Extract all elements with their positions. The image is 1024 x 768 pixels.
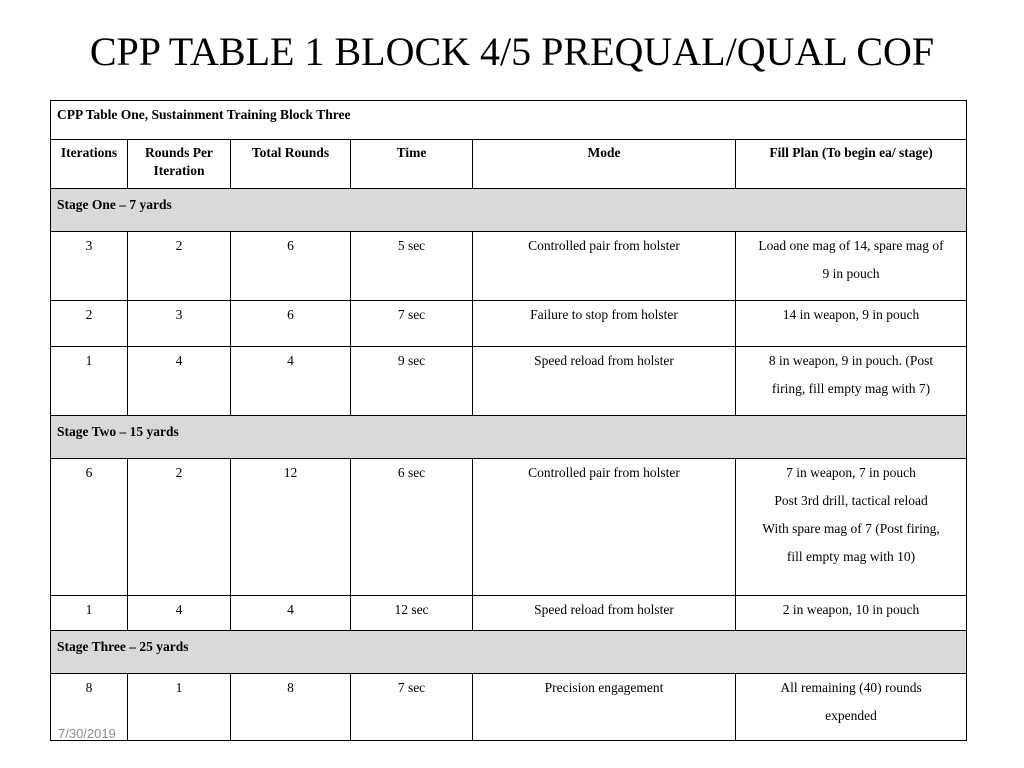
table-row <box>51 459 967 596</box>
cell-time: 6 sec <box>351 459 473 596</box>
cell-mode: Precision engagement <box>473 674 736 741</box>
header-fill-plan: Fill Plan (To begin ea/ stage) <box>736 140 967 189</box>
stage-row <box>51 189 967 232</box>
cell-fill-plan: 14 in weapon, 9 in pouch <box>736 301 967 347</box>
table-row <box>51 232 967 301</box>
cell-rounds: 3 <box>128 301 231 347</box>
cell-iterations: 8 <box>51 674 128 741</box>
cell-iterations: 6 <box>51 459 128 596</box>
cell-total: 12 <box>231 459 351 596</box>
cell-rounds: 1 <box>128 674 231 741</box>
cell-fill-plan: Load one mag of 14, spare mag of 9 in pouch <box>736 232 967 301</box>
cell-mode: Speed reload from holster <box>473 347 736 416</box>
table-title: CPP Table One, Sustainment Training Block Three <box>51 101 967 140</box>
cell-fill-plan: All remaining (40) rounds expended <box>736 674 967 741</box>
cell-total: 4 <box>231 347 351 416</box>
stage-row <box>51 416 967 459</box>
cell-iterations: 1 <box>51 596 128 631</box>
cell-time: 5 sec <box>351 232 473 301</box>
cell-total: 8 <box>231 674 351 741</box>
cell-time: 7 sec <box>351 674 473 741</box>
cell-iterations: 3 <box>51 232 128 301</box>
cell-time: 7 sec <box>351 301 473 347</box>
header-time: Time <box>351 140 473 189</box>
table-row <box>51 347 967 416</box>
cell-fill-plan: 2 in weapon, 10 in pouch <box>736 596 967 631</box>
course-of-fire-table <box>50 100 967 741</box>
cell-time: 12 sec <box>351 596 473 631</box>
table-header-row <box>51 140 967 189</box>
cell-mode: Controlled pair from holster <box>473 459 736 596</box>
cell-iterations: 2 <box>51 301 128 347</box>
cell-rounds: 4 <box>128 596 231 631</box>
stage-label: Stage Three – 25 yards <box>51 631 967 674</box>
table-title-row <box>51 101 967 140</box>
stage-row <box>51 631 967 674</box>
cell-iterations: 1 <box>51 347 128 416</box>
cell-total: 6 <box>231 232 351 301</box>
cell-rounds: 2 <box>128 232 231 301</box>
cell-total: 4 <box>231 596 351 631</box>
stage-label: Stage Two – 15 yards <box>51 416 967 459</box>
header-mode: Mode <box>473 140 736 189</box>
table-row <box>51 596 967 631</box>
stage-label: Stage One – 7 yards <box>51 189 967 232</box>
slide-date: 7/30/2019 <box>58 726 116 741</box>
table-row <box>51 674 967 741</box>
cell-fill-plan: 7 in weapon, 7 in pouch Post 3rd drill, tactical reload With spare mag of 7 (Post firing, fill empty mag with 10) <box>736 459 967 596</box>
cell-fill-plan: 8 in weapon, 9 in pouch. (Post firing, fill empty mag with 7) <box>736 347 967 416</box>
slide-title: CPP TABLE 1 BLOCK 4/5 PREQUAL/QUAL COF <box>89 29 935 74</box>
table-row <box>51 301 967 347</box>
cell-rounds: 4 <box>128 347 231 416</box>
cell-mode: Speed reload from holster <box>473 596 736 631</box>
cell-total: 6 <box>231 301 351 347</box>
cell-time: 9 sec <box>351 347 473 416</box>
header-rounds-per-iteration: Rounds Per Iteration <box>128 140 231 189</box>
cell-rounds: 2 <box>128 459 231 596</box>
header-total-rounds: Total Rounds <box>231 140 351 189</box>
cell-mode: Controlled pair from holster <box>473 232 736 301</box>
header-iterations: Iterations <box>51 140 128 189</box>
cell-mode: Failure to stop from holster <box>473 301 736 347</box>
